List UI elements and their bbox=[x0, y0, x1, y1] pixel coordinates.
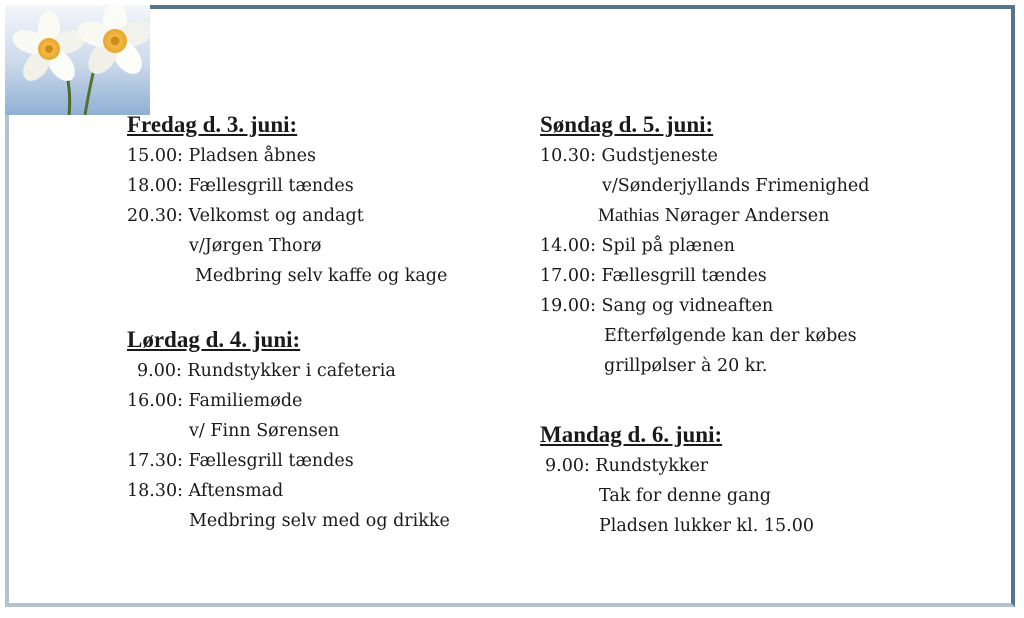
schedule-line: 18.30: Aftensmad bbox=[127, 481, 284, 501]
schedule-line: 17.30: Fællesgrill tændes bbox=[127, 451, 354, 471]
schedule-line: 15.00: Pladsen åbnes bbox=[127, 146, 316, 166]
day-heading-lordag: Lørdag d. 4. juni: bbox=[127, 327, 301, 352]
schedule-subline bbox=[598, 205, 829, 227]
speaker-last-name: Nørager Andersen bbox=[664, 206, 830, 226]
schedule-subline: Tak for denne gang bbox=[599, 486, 771, 506]
schedule-line: 19.00: Sang og vidneaften bbox=[540, 296, 774, 316]
schedule-subline: v/Sønderjyllands Frimenighed bbox=[602, 176, 870, 196]
day-heading-fredag: Fredag d. 3. juni: bbox=[127, 112, 298, 137]
schedule-subline: Medbring selv med og drikke bbox=[189, 511, 450, 531]
schedule-line: 16.00: Familiemøde bbox=[127, 391, 303, 411]
schedule-subline: v/ Finn Sørensen bbox=[189, 421, 340, 441]
schedule-line: 9.00: Rundstykker i cafeteria bbox=[137, 361, 396, 381]
schedule-subline: grillpølser à 20 kr. bbox=[604, 356, 768, 376]
page-frame bbox=[5, 5, 1015, 607]
schedule-line: 9.00: Rundstykker bbox=[545, 456, 709, 476]
day-heading-mandag: Mandag d. 6. juni: bbox=[540, 422, 723, 447]
schedule-subline: Medbring selv kaffe og kage bbox=[195, 266, 448, 286]
schedule-subline: Pladsen lukker kl. 15.00 bbox=[599, 516, 814, 536]
speaker-first-name: Mathias bbox=[598, 205, 660, 226]
schedule-line: 17.00: Fællesgrill tændes bbox=[540, 266, 767, 286]
schedule-line: 20.30: Velkomst og andagt bbox=[127, 206, 364, 226]
daffodil-flowers-icon bbox=[5, 5, 150, 115]
day-heading-sondag: Søndag d. 5. juni: bbox=[540, 112, 714, 137]
schedule-subline: Efterfølgende kan der købes bbox=[604, 326, 857, 346]
schedule-line: 10.30: Gudstjeneste bbox=[540, 146, 718, 166]
schedule-line: 18.00: Fællesgrill tændes bbox=[127, 176, 354, 196]
schedule-line: 14.00: Spil på plænen bbox=[540, 236, 735, 256]
schedule-subline: v/Jørgen Thorø bbox=[189, 236, 322, 256]
